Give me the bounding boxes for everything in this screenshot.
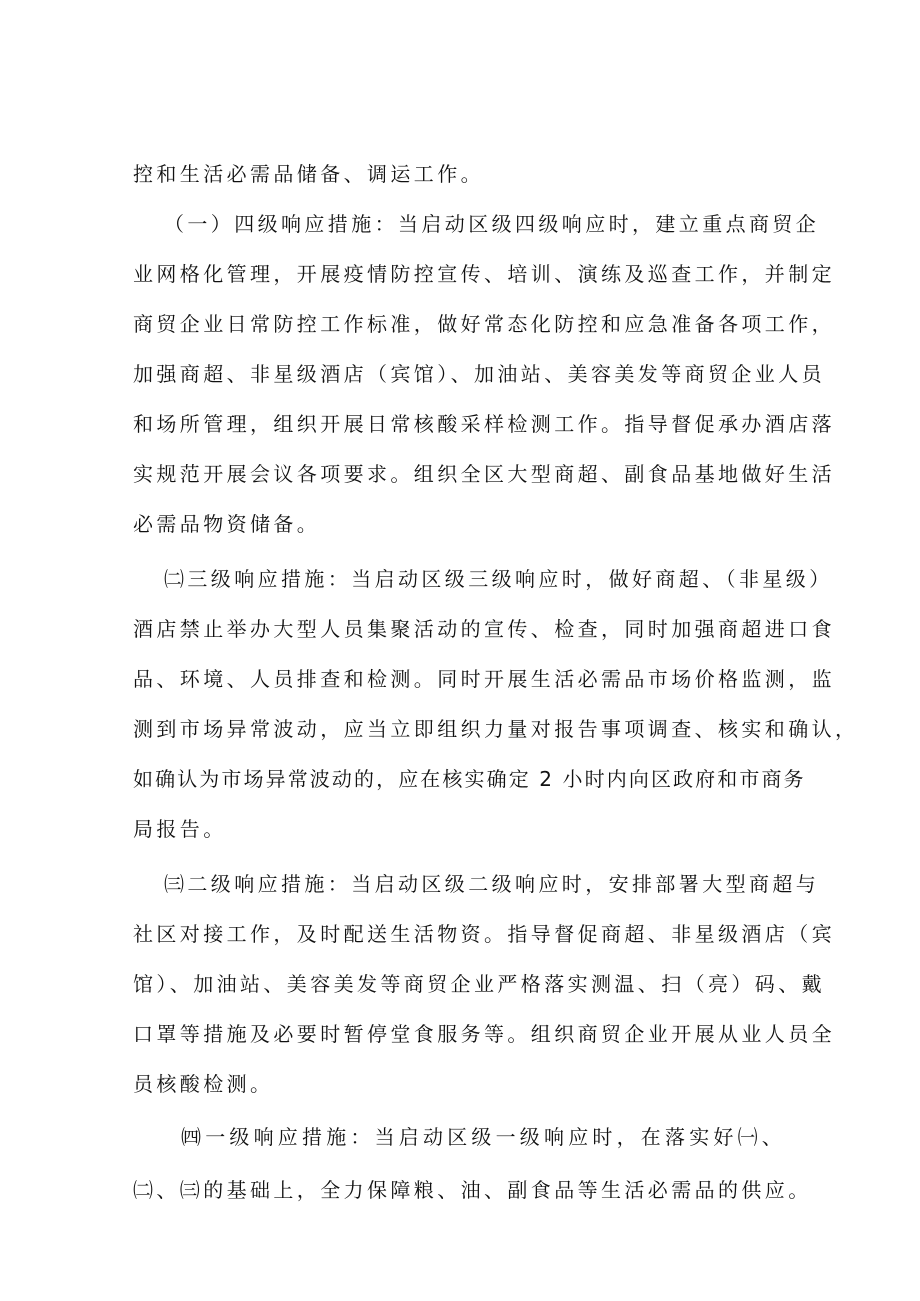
text-line-2: （一）四级响应措施：当启动区级四级响应时，建立重点商贸企 xyxy=(164,212,820,236)
text-line-1: 控和生活必需品储备、调运工作。 xyxy=(133,162,484,186)
text-line-17: 馆）、加油站、美容美发等商贸企业严格落实测温、扫（亮）码、戴 xyxy=(133,972,825,996)
text-line-21: ㈡、㈢的基础上，全力保障粮、油、副食品等生活必需品的供应。 xyxy=(133,1178,812,1202)
text-line-18: 口罩等措施及必要时暂停堂食服务等。组织商贸企业开展从业人员全 xyxy=(133,1022,835,1046)
text-line-20: ㈣一级响应措施：当启动区级一级响应时，在落实好㈠、 xyxy=(181,1125,786,1149)
text-line-11: 品、环境、人员排查和检测。同时开展生活必需品市场价格监测，监 xyxy=(133,667,835,691)
text-line-9: ㈡三级响应措施：当启动区级三级响应时，做好商超、（非星级） xyxy=(164,567,833,591)
text-line-12: 测到市场异常波动，应当立即组织力量对报告事项调查、核实和确认， xyxy=(133,717,859,741)
text-line-8: 必需品物资储备。 xyxy=(133,512,321,536)
text-line-4: 商贸企业日常防控工作标准，做好常态化防控和应急准备各项工作， xyxy=(133,312,835,336)
text-line-14: 局报告。 xyxy=(133,817,227,841)
text-line-7: 实规范开展会议各项要求。组织全区大型商超、副食品基地做好生活 xyxy=(133,462,835,486)
text-line-3: 业网格化管理，开展疫情防控宣传、培训、演练及巡查工作，并制定 xyxy=(133,262,835,286)
text-line-6: 和场所管理，组织开展日常核酸采样检测工作。指导督促承办酒店落 xyxy=(133,412,835,436)
text-line-16: 社区对接工作，及时配送生活物资。指导督促商超、非星级酒店（宾 xyxy=(133,922,835,946)
text-line-15: ㈢二级响应措施：当启动区级二级响应时，安排部署大型商超与 xyxy=(164,872,820,896)
text-line-10: 酒店禁止举办大型人员集聚活动的宣传、检查，同时加强商超进口食 xyxy=(133,617,835,641)
text-line-13: 如确认为市场异常波动的，应在核实确定 2 小时内向区政府和市商务 xyxy=(133,767,806,791)
text-line-19: 员核酸检测。 xyxy=(133,1072,274,1096)
text-line-5: 加强商超、非星级酒店（宾馆）、加油站、美容美发等商贸企业人员 xyxy=(133,362,825,386)
